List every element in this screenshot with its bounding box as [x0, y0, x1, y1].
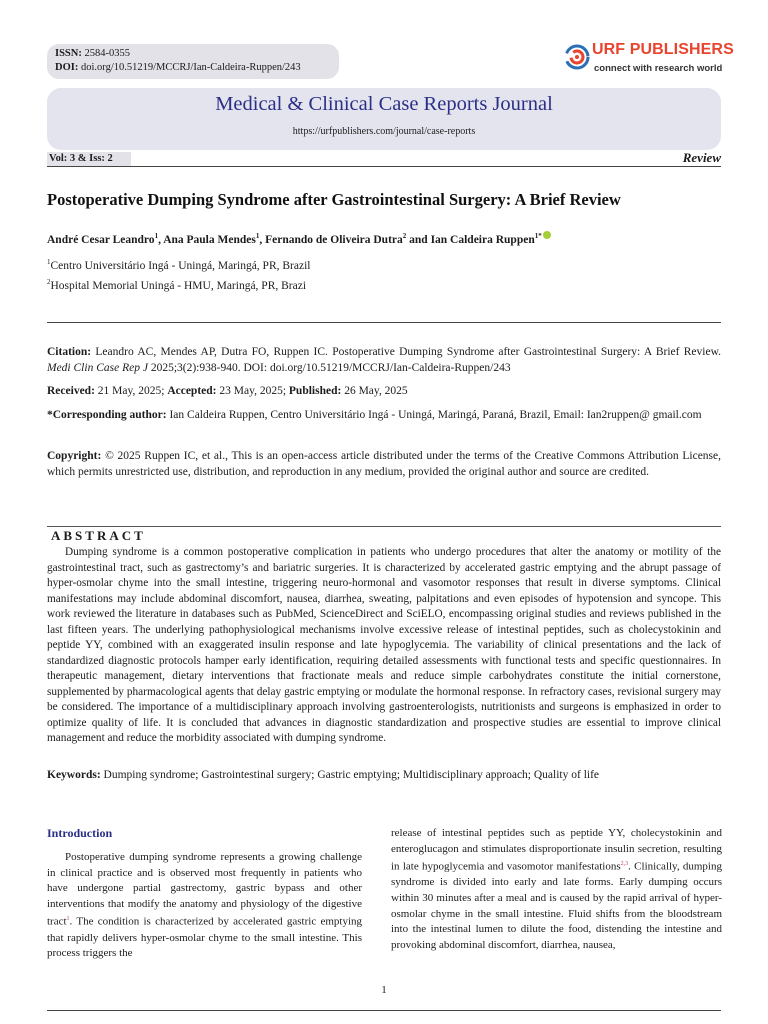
logo-tagline: connect with research world [594, 63, 723, 74]
author-affiliation-mark: 1 [255, 232, 260, 241]
reference-mark[interactable]: 1 [66, 916, 70, 923]
citation-tail: 2025;3(2):938-940. DOI: doi.org/10.51219/MCCRJ/Ian-Caldeira-Ruppen/243 [150, 361, 511, 374]
header-divider [47, 166, 721, 167]
author-affiliation-mark: 1* [534, 232, 542, 241]
issn-value: 2584-0355 [84, 48, 130, 59]
author-affiliation-mark: 2 [402, 232, 407, 241]
copyright-label: Copyright: [47, 450, 102, 462]
keywords-text: Dumping syndrome; Gastrointestinal surgery; Gastric emptying; Multidisciplinary approach; Quality of life [103, 769, 600, 781]
citation-text: Leandro AC, Mendes AP, Dutra FO, Ruppen IC. Postoperative Dumping Syndrome after Gastrointestinal Surgery: A Brief Review. [95, 346, 722, 358]
accepted-date: 23 May, 2025; [219, 385, 287, 397]
affiliation-text: Centro Universitário Ingá - Uningá, Maringá, PR, Brazil [50, 259, 311, 272]
meta-divider [47, 322, 721, 323]
copyright-text: © 2025 Ruppen IC, et al., This is an open-access article distributed under the terms of the Creative Commons Attribution License, which permits unrestricted use, distribution, and reproduction in any medium, provided the original author and source are credited. [47, 450, 722, 478]
issn-label: ISSN: [55, 48, 82, 59]
paragraph-text: . Clinically, dumping syndrome is divided into early and late forms. Early dumping occurs within 30 minutes after a meal and is caused by the rapid arrival of hyper-osmolar chyme in the small intestine. Fluid shifts from the bloodstream into the intestinal lumen to dilute the food, distending the intestine and provoking abdominal discomfort, diarrhea, nausea, [391, 860, 722, 951]
doi-label: DOI: [55, 62, 79, 73]
orcid-icon[interactable] [543, 231, 551, 239]
journal-name: Medical & Clinical Case Reports Journal [215, 93, 553, 115]
logo-name: URF PUBLISHERS [592, 41, 734, 58]
received-date: 21 May, 2025; [97, 385, 165, 397]
received-label: Received: [47, 385, 95, 397]
author-list: André Cesar Leandro$^1$, Ana Paula Mendes$^1$, Fernando de Oliveira Dutra$^2$ and Ian Caldeira Ruppen$^{1*}$ [47, 231, 551, 246]
corresponding-label: *Corresponding author: [47, 409, 167, 421]
doi-value[interactable]: doi.org/10.51219/MCCRJ/Ian-Caldeira-Ruppen/243 [80, 62, 301, 73]
volume-issue-tag: Vol: 3 & Iss: 2 [47, 152, 131, 166]
paragraph-text: . The condition is characterized by accelerated gastric emptying that rapidly delivers hyper-osmolar chyme to the small intestine. This process triggers the [47, 916, 362, 960]
publisher-logo[interactable] [562, 40, 732, 80]
urf-publishers-logo-icon [562, 42, 592, 72]
corresponding-author [47, 408, 721, 424]
affiliation-mark: 1 [47, 258, 51, 266]
abstract-text: Dumping syndrome is a common postoperative complication in patients who undergo procedures that alter the anatomy or motility of the gastrointestinal tract, such as gastrectomy’s and bariatric surgeries. It is characterized by accelerated gastric emptying and the abrupt passage of hyper-osmolar chyme into the small intestine, triggering neuro-hormonal and vasomotor responses that result in diverse symptoms. Clinical manifestations may include abdominal discomfort, nausea, diarrhea, sweating, palpitations and even episodes of hypotension and syncope. This work reviewed the literature in databases such as PubMed, ScienceDirect and SciELO, encompassing original studies and reviews published in the last fifteen years. The underlying pathophysiological mechanisms involve excessive release of intestinal peptides, such as cholecystokinin and peptide YY, combined with an exaggerated insulin response and late hypoglycemia. The variability of clinical presentations and the lack of standardized diagnostic protocols hamper early identification, requiring detailed assessments with functional tests and specific questionnaires. In therapeutic management, dietary interventions that fractionate meals and reduce simple carbohydrates constitute the initial cornerstone, supplemented by pharmacological agents that delay gastric emptying or modulate the hormonal response. In refractory cases, revisional surgery may be considered. The importance of a multidisciplinary approach involving gastroenterologists, nutritionists and surgeons is emphasized in order to optimize quality of life. It is concluded that advances in diagnostic standardization and prospective studies are essential to improve clinical management and reduce the morbidity associated with dumping syndrome. [47, 546, 721, 744]
author-name: Fernando de Oliveira Dutra [265, 234, 403, 246]
journal-url[interactable]: https://urfpublishers.com/journal/case-reports [292, 126, 476, 137]
keywords [47, 769, 599, 781]
footer-divider [47, 1010, 721, 1011]
journal-banner [47, 88, 721, 150]
paragraph-text: Postoperative dumping syndrome represents a growing challenge in clinical practice and is observed most frequently in patients who have undergone partial gastrectomy, gastric bypass and other interventions that modify the anatomy and physiology of the digestive tract [47, 851, 362, 929]
affiliation [47, 258, 310, 272]
affiliation-mark: 2 [47, 278, 51, 286]
copyright [47, 449, 721, 480]
corresponding-text: Ian Caldeira Ruppen, Centro Universitário Ingá - Uningá, Maringá, Paraná, Brazil, Email: Ian2ruppen@ gmail.com [169, 409, 702, 421]
keywords-label: Keywords: [47, 769, 101, 781]
issn-doi-box [47, 44, 339, 79]
article-type: Review [682, 150, 721, 165]
affiliation-text: Hospital Memorial Uningá - HMU, Maringá, PR, Brazi [50, 279, 307, 292]
reference-mark[interactable]: 2,3 [620, 861, 629, 868]
accepted-label: Accepted: [167, 385, 217, 397]
published-date: 26 May, 2025 [344, 385, 408, 397]
citation-label: Citation: [47, 346, 92, 358]
citation-journal: Medi Clin Case Rep J [47, 361, 148, 374]
page-number: 1 [381, 984, 387, 996]
abstract-heading: ABSTRACT [47, 526, 721, 544]
citation [47, 345, 721, 376]
section-heading-introduction: Introduction [47, 826, 113, 840]
author-name: Ian Caldeira Ruppen [430, 234, 535, 246]
affiliation [47, 278, 306, 292]
author-affiliation-mark: 1 [154, 232, 159, 241]
published-label: Published: [288, 385, 342, 397]
dates-line [47, 384, 721, 400]
author-name: André Cesar Leandro [47, 234, 155, 246]
article-title: Postoperative Dumping Syndrome after Gastrointestinal Surgery: A Brief Review [47, 190, 621, 209]
paragraph-text: release of intestinal peptides such as peptide YY, cholecystokinin and enteroglucagon and stimulates disproportionate insulin secretion, resulting in late hypoglycemia and vasomotor manifestations [391, 827, 722, 873]
body-column-right [391, 826, 722, 953]
body-column-left [47, 850, 362, 962]
author-name: Ana Paula Mendes [163, 234, 256, 246]
